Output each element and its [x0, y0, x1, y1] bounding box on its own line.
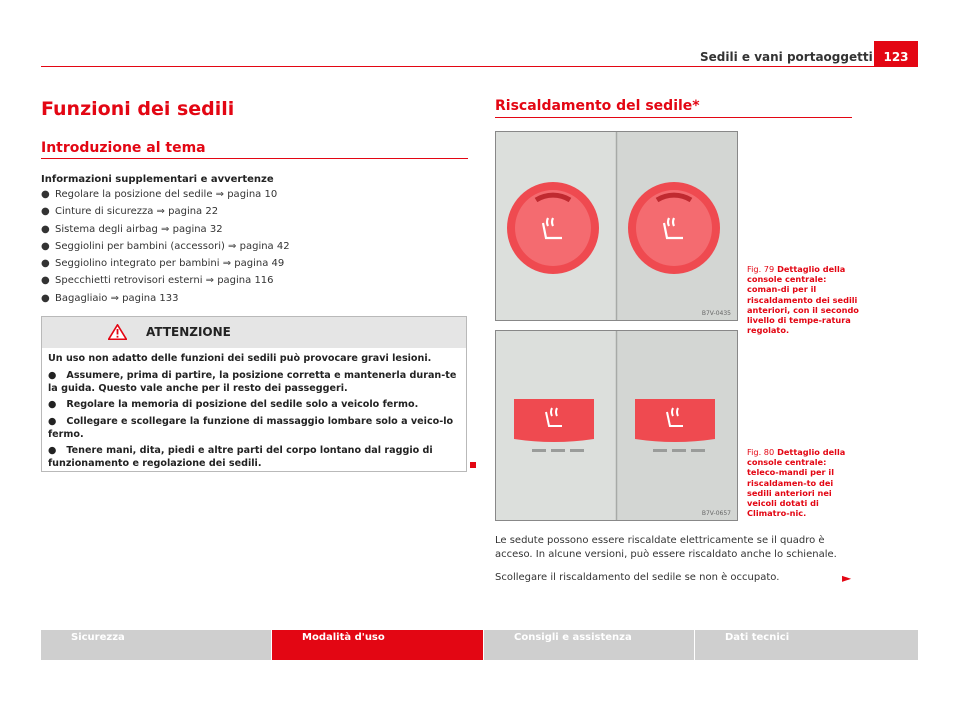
warning-item-text: Tenere mani, dita, piedi e altre parti del corpo lontano dal raggio di funzionamento e regolazione dei sedili.: [48, 445, 433, 469]
list-item-text: Seggiolini per bambini (accessori) ⇒ pagina 42: [55, 240, 290, 252]
info-title: Informazioni supplementari e avvertenze: [41, 174, 274, 185]
warning-header: [42, 317, 466, 348]
section-subtitle: Introduzione al tema: [41, 140, 206, 156]
tab-sicurezza[interactable]: Sicurezza: [41, 630, 271, 660]
list-item[interactable]: ● Regolare la posizione del sedile ⇒ pagina 10: [41, 189, 278, 200]
continue-arrow-icon: ►: [842, 571, 852, 585]
figure-caption-text: Dettaglio della console centrale: coman-di per il riscaldamento dei sedili anteriori, con il secondo livello di tempe-ratura regolato.: [747, 264, 859, 336]
body-paragraph: Scollegare il riscaldamento del sedile se non è occupato.: [495, 572, 780, 583]
figure-seat-heating-buttons: [495, 330, 738, 521]
list-item-text: Specchietti retrovisori esterni ⇒ pagina 116: [55, 275, 274, 287]
warning-title: ATTENZIONE: [146, 325, 231, 339]
list-item-text: Regolare la posizione del sedile ⇒ pagina 10: [55, 189, 278, 200]
warning-item: ● Regolare la memoria di posizione del sedile solo a veicolo fermo.: [48, 399, 419, 410]
warning-item-text: Collegare e scollegare la funzione di massaggio lombare solo a veico-lo fermo.: [48, 415, 454, 440]
list-item[interactable]: ● Seggiolini per bambini (accessori) ⇒ pagina 42: [41, 240, 290, 252]
list-item[interactable]: ● Seggiolino integrato per bambini ⇒ pagina 49: [41, 258, 285, 270]
warning-intro: Un uso non adatto delle funzioni dei sedili può provocare gravi lesioni.: [48, 353, 432, 364]
seat-heating-knobs-illustration: [496, 132, 737, 320]
page-title: Funzioni dei sedili: [41, 98, 235, 120]
section-title-rule: [495, 117, 852, 118]
warning-item: ● Tenere mani, dita, piedi e altre parti del corpo lontano dal raggio di funzionamento e regolazione dei sedili.: [48, 445, 433, 469]
warning-item: ● Collegare e scollegare la funzione di massaggio lombare solo a veico-lo fermo.: [48, 415, 454, 440]
list-item-text: Cinture di sicurezza ⇒ pagina 22: [55, 206, 219, 218]
warning-item-text: Assumere, prima di partire, la posizione corretta e mantenerla duran-te la guida. Questo vale anche per il resto dei passeggeri.: [48, 369, 457, 394]
warning-item-text: Regolare la memoria di posizione del sedile solo a veicolo fermo.: [66, 399, 419, 410]
figure-label: Fig. 79: [747, 264, 775, 274]
list-item[interactable]: ● Cinture di sicurezza ⇒ pagina 22: [41, 206, 219, 218]
warning-box: [41, 316, 467, 472]
figure-caption: [747, 447, 859, 518]
header-section-title: Sedili e vani portaoggetti: [700, 50, 873, 64]
list-item-text: Seggiolino integrato per bambini ⇒ pagina 49: [55, 258, 285, 270]
figure-code: B7V-0657: [701, 510, 731, 517]
warning-body: [42, 348, 466, 470]
list-item[interactable]: ● Specchietti retrovisori esterni ⇒ pagina 116: [41, 275, 274, 287]
list-item-text: Bagagliaio ⇒ pagina 133: [55, 292, 179, 304]
subtitle-rule: [41, 158, 468, 159]
figure-code: B7V-0435: [701, 310, 731, 317]
tab-modalita-duso[interactable]: Modalità d'uso: [272, 630, 483, 660]
bullet-list: [41, 186, 290, 307]
header-rule: [41, 66, 918, 67]
list-item[interactable]: ● Sistema degli airbag ⇒ pagina 32: [41, 223, 223, 235]
section-title: Riscaldamento del sedile*: [495, 98, 700, 114]
figure-caption: [747, 264, 859, 335]
figure-seat-heating-knobs: [495, 131, 738, 321]
seat-heating-buttons-illustration: [496, 331, 737, 520]
tab-consigli-e-assistenza[interactable]: Consigli e assistenza: [484, 630, 694, 660]
warning-triangle-icon: [108, 324, 127, 340]
figure-caption-text: Dettaglio della console centrale: teleco-mandi per il riscaldamen-to dei sedili anteriori nei veicoli dotati di Climatro-nic.: [747, 447, 846, 519]
list-item-text: Sistema degli airbag ⇒ pagina 32: [55, 223, 223, 235]
warning-item: ● Assumere, prima di partire, la posizione corretta e mantenerla duran-te la guida. Questo vale anche per il resto dei passeggeri.: [48, 369, 457, 394]
footer-tabs: [41, 630, 918, 660]
end-marker: [470, 462, 476, 468]
list-item[interactable]: ● Bagagliaio ⇒ pagina 133: [41, 292, 179, 304]
figure-label: Fig. 80: [747, 447, 775, 457]
page-number: 123: [874, 41, 918, 67]
body-paragraph: Le sedute possono essere riscaldate elettricamente se il quadro è acceso. In alcune versioni, può essere riscaldato anche lo schienale.: [495, 535, 837, 560]
tab-dati-tecnici[interactable]: Dati tecnici: [695, 630, 918, 660]
